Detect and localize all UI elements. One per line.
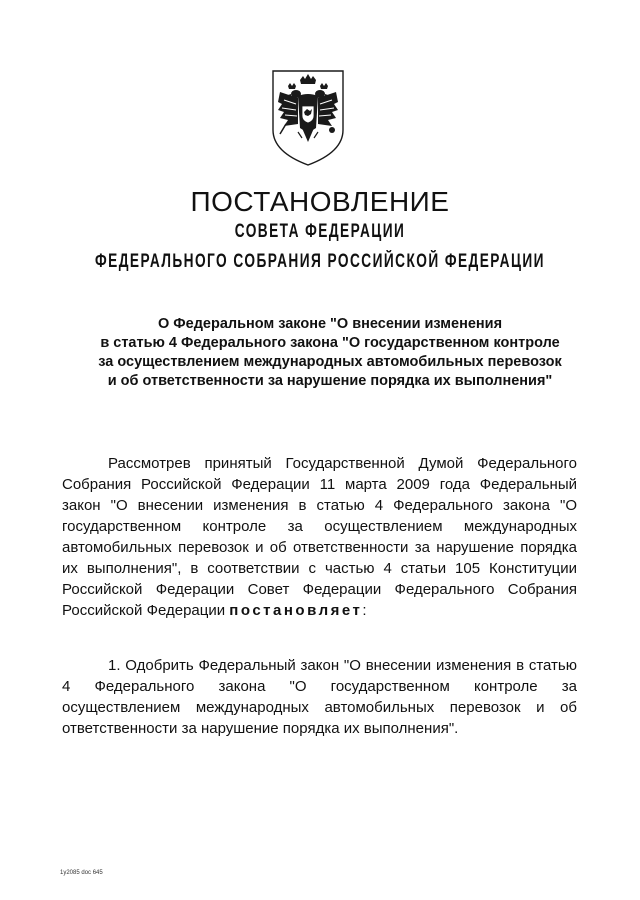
document-title: ПОСТАНОВЛЕНИЕ xyxy=(190,186,450,217)
subject-line: и об ответственности за нарушение порядка их выполнения" xyxy=(107,373,553,389)
preamble-colon: : xyxy=(362,602,367,619)
document-subtitle-assembly: ФЕДЕРАЛЬНОГО СОБРАНИЯ РОССИЙСКОЙ ФЕДЕРАЦИИ xyxy=(95,251,545,272)
document-subject xyxy=(50,315,610,391)
subject-line: за осуществлением международных автомобильных перевозок xyxy=(98,354,562,370)
document-footer-code: 1y2085 doc 645 xyxy=(60,870,103,876)
coat-of-arms-emblem xyxy=(270,68,346,168)
resolution-item-1: 1. Одобрить Федеральный закон "О внесении изменения в статью 4 Федерального закона "О государственном контроле за осуществлением международных автомобильных перевозок и об ответственности за нарушение порядка их выполнения". xyxy=(62,657,577,737)
subject-line: О Федеральном законе "О внесении изменения xyxy=(157,316,503,332)
document-subtitle-council: СОВЕТА ФЕДЕРАЦИИ xyxy=(234,221,406,242)
resolves-keyword: постановляет xyxy=(229,602,363,619)
subject-line: в статью 4 Федерального закона "О государственном контроле xyxy=(100,335,560,351)
preamble-text: Рассмотрев принятый Государственной Думой Федерального Собрания Российской Федерации 11 марта 2009 года Федеральный закон "О внесении изменения в статью 4 Федерального закона "О государственном контроле за осуществлением международных автомобильных перевозок и об ответственности за нарушение порядка их выполнения", в соответствии с частью 4 статьи 105 Конституции Российской Федерации Совет Федерации Федерального Собрания Российской Федерации xyxy=(62,455,577,619)
preamble-paragraph xyxy=(62,453,577,621)
eagle-icon xyxy=(270,68,346,168)
